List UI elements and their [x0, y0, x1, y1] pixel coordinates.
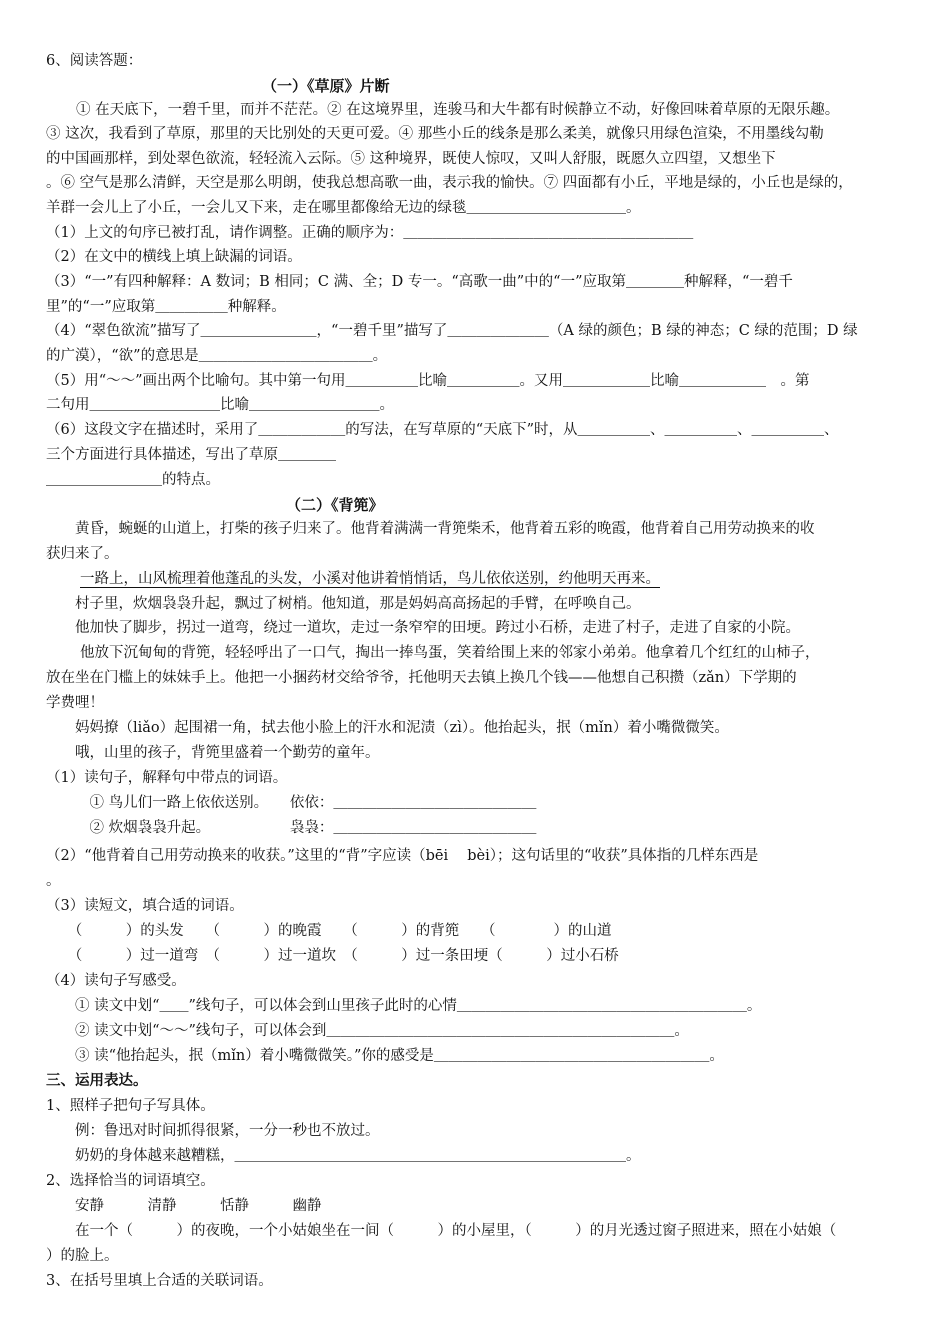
passage-2-underlined-sentence: 一路上，山风梳理着他蓬乱的头发，小溪对他讲着悄悄话，鸟儿依依送别，约他明天再来。 [80, 571, 660, 587]
passage-2-text: 学费哩！ [46, 695, 104, 711]
question-1-2: （2）在文中的横线上填上缺漏的词语。 [46, 249, 302, 265]
question-1-5: （5）用“～～”画出两个比喻句。其中第一句用＿＿＿＿＿比喻＿＿＿＿＿。又用＿＿＿＿＿＿比喻＿＿＿＿＿＿ 。第 [46, 373, 810, 389]
passage-1-text: 。⑥ 空气是那么清鲜，天空是那么明朗，使我总想高歌一曲，表示我的愉快。⑦ 四面都有小丘，平地是绿的，小丘也是绿的， [46, 175, 853, 191]
passage-2-text: 他加快了脚步，拐过一道弯，绕过一道坎，走过一条窄窄的田埂。跨过小石桥，走进了村子，走进了自家的小院。 [46, 620, 800, 636]
passage-1-text: 羊群一会儿上了小丘，一会儿又下来，走在哪里都像给无边的绿毯＿＿＿＿＿＿＿＿＿＿＿。 [46, 200, 641, 216]
question-1-6: （6）这段文字在描述时，采用了＿＿＿＿＿＿的写法，在写草原的“天底下”时，从＿＿＿＿＿、＿＿＿＿＿、＿＿＿＿＿、 [46, 422, 839, 438]
question-2-3: （3）读短文，填合适的词语。 [46, 898, 244, 914]
passage-1-title: （一）《草原》片断 [262, 77, 390, 95]
question-2-3-row: （ ）过一道弯 （ ）过一道坎 （ ）过一条田埂（ ）过小石桥 [46, 948, 619, 964]
exercise-3-2-text: ）的脸上。 [46, 1248, 119, 1264]
question-1-4: 的广漠），“欲”的意思是＿＿＿＿＿＿＿＿＿＿＿＿。 [46, 348, 388, 364]
exercise-3-1: 1、照样子把句子写具体。 [46, 1098, 215, 1114]
exercise-3-2-options: 安静 清静 恬静 幽静 [46, 1198, 322, 1214]
question-2-3-row: （ ）的头发 （ ）的晚霞 （ ）的背篼 （ ）的山道 [46, 923, 612, 939]
passage-2-text: 获归来了。 [46, 546, 119, 562]
passage-2-text: 村子里，炊烟袅袅升起，飘过了树梢。他知道，那是妈妈高高扬起的手臂，在呼唤自己。 [46, 596, 641, 612]
passage-2-text: 妈妈撩（liǎo）起围裙一角，拭去他小脸上的汗水和泥渍（zì）。他抬起头，抿（mǐn）着小嘴微微笑。 [46, 720, 729, 736]
passage-2-text: 放在坐在门槛上的妹妹手上。他把一小捆药材交给爷爷，托他明天去镇上换几个钱——他想自己积攒（zǎn）下学期的 [46, 670, 797, 686]
question-2-1: （1）读句子，解释句中带点的词语。 [46, 770, 288, 786]
section-3-heading: 三、运用表达。 [46, 1072, 148, 1089]
exercise-3-2-text: 在一个（ ）的夜晚，一个小姑娘坐在一间（ ）的小屋里，（ ）的月光透过窗子照进来，照在小姑娘（ [46, 1223, 837, 1239]
passage-2-text: 哦，山里的孩子，背篼里盛着一个勤劳的童年。 [46, 745, 380, 761]
question-2-1-a: ① 鸟儿们一路上依依送别。 依依：＿＿＿＿＿＿＿＿＿＿＿＿＿＿ [46, 795, 537, 811]
question-6-heading: 6、阅读答题： [46, 53, 143, 69]
question-1-4: （4）“翠色欲流”描写了＿＿＿＿＿＿＿＿，“一碧千里”描写了＿＿＿＿＿＿＿（A 绿的颜色；B 绿的神态；C 绿的范围；D 绿 [46, 323, 858, 339]
passage-2-text: 黄昏，蜿蜒的山道上，打柴的孩子归来了。他背着满满一背篼柴禾，他背着五彩的晚霞，他背着自己用劳动换来的收 [46, 521, 815, 537]
question-2-2: 。 [46, 873, 61, 889]
question-2-4-b: ② 读文中划“～～”线句子，可以体会到＿＿＿＿＿＿＿＿＿＿＿＿＿＿＿＿＿＿＿＿＿＿＿＿。 [46, 1023, 689, 1039]
question-2-2: （2）“他背着自己用劳动换来的收获。”这里的“背”字应读（bēi bèi）；这句话里的“收获”具体指的几样东西是 [46, 848, 759, 864]
passage-1-text: 的中国画那样，到处翠色欲流，轻轻流入云际。⑤ 这种境界，既使人惊叹，又叫人舒服，既愿久立四望，又想坐下 [46, 151, 776, 167]
question-1-6: ＿＿＿＿＿＿＿＿的特点。 [46, 472, 220, 488]
passage-1-text: ③ 这次，我看到了草原，那里的天比别处的天更可爱。④ 那些小丘的线条是那么柔美，就像只用绿色渲染，不用墨线勾勒 [46, 126, 824, 142]
passage-2-title: （二）《背篼》 [286, 496, 384, 514]
question-1-1: （1）上文的句序已被打乱，请作调整。正确的顺序为：＿＿＿＿＿＿＿＿＿＿＿＿＿＿＿＿＿＿＿＿ [46, 225, 694, 241]
exercise-3-3: 3、在括号里填上合适的关联词语。 [46, 1273, 273, 1289]
question-1-3: （3）“一”有四种解释：A 数词；B 相同；C 满、全；D 专一。“高歌一曲”中的“一”应取第＿＿＿＿种解释，“一碧千 [46, 274, 793, 290]
question-2-4-c: ③ 读“他抬起头，抿（mǐn）着小嘴微微笑。”你的感受是＿＿＿＿＿＿＿＿＿＿＿＿＿＿＿＿＿＿＿。 [46, 1048, 724, 1064]
question-2-4-a: ① 读文中划“＿＿”线句子，可以体会到山里孩子此时的心情＿＿＿＿＿＿＿＿＿＿＿＿＿＿＿＿＿＿＿＿。 [46, 998, 762, 1014]
question-1-6: 三个方面进行具体描述，写出了草原＿＿＿＿ [46, 447, 336, 463]
question-1-5: 二句用＿＿＿＿＿＿＿＿＿比喻＿＿＿＿＿＿＿＿＿。 [46, 397, 394, 413]
passage-1-text: ① 在天底下，一碧千里，而并不茫茫。② 在这境界里，连骏马和大牛都有时候静立不动，好像回味着草原的无限乐趣。 [76, 102, 840, 118]
question-2-4: （4）读句子写感受。 [46, 973, 186, 989]
exercise-3-1-example: 例：鲁迅对时间抓得很紧，一分一秒也不放过。 [46, 1123, 380, 1139]
question-2-1-b: ② 炊烟袅袅升起。 袅袅：＿＿＿＿＿＿＿＿＿＿＿＿＿＿ [46, 820, 537, 836]
question-1-3: 里”的“一”应取第＿＿＿＿＿种解释。 [46, 299, 286, 315]
passage-2-text: 他放下沉甸甸的背篼，轻轻呼出了一口气，掏出一捧鸟蛋，笑着给围上来的邻家小弟弟。他拿着几个红红的山柿子， [80, 645, 820, 661]
exercise-3-1-task: 奶奶的身体越来越糟糕，＿＿＿＿＿＿＿＿＿＿＿＿＿＿＿＿＿＿＿＿＿＿＿＿＿＿＿。 [46, 1148, 641, 1164]
exercise-3-2: 2、选择恰当的词语填空。 [46, 1173, 215, 1189]
